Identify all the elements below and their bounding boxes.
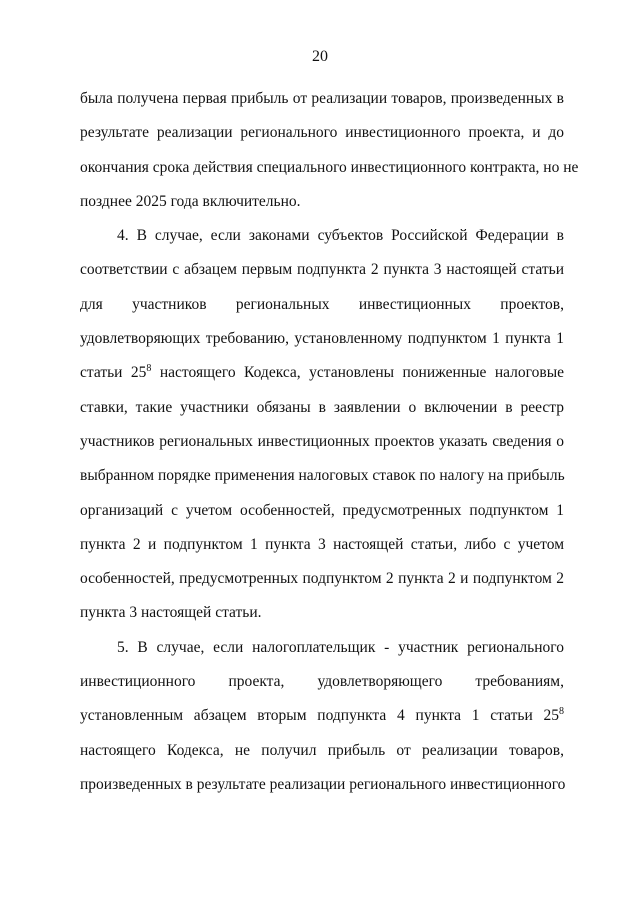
text-line: удовлетворяющих требованию, установленному подпунктом 1 пункта 1 [80, 330, 564, 348]
text-line: инвестиционного проекта, удовлетворяющего требованиям, [80, 673, 564, 691]
document-body [80, 89, 579, 809]
text-line: соответствии с абзацем первым подпункта 2 пункта 3 настоящей статьи [80, 261, 564, 279]
text-line: произведенных в результате реализации регионального инвестиционного [80, 775, 566, 793]
text-line: особенностей, предусмотренных подпунктом 2 пункта 2 и подпунктом 2 [80, 570, 564, 588]
superscript: 8 [146, 363, 152, 375]
text-line-with-superscript [80, 363, 564, 397]
text-line-with-superscript [80, 706, 564, 740]
paragraph-4-first-line: 4. В случае, если законами субъектов Российской Федерации в [117, 227, 564, 245]
text-line: участников региональных инвестиционных проектов указать сведения о [80, 432, 564, 450]
text-line: результате реализации регионального инвестиционного проекта, и до [80, 124, 564, 142]
text-line: позднее 2025 года включительно. [80, 192, 301, 210]
text-line: настоящего Кодекса, не получил прибыль от реализации товаров, [80, 741, 564, 759]
text-line: пункта 2 и подпунктом 1 пункта 3 настоящей статьи, либо с учетом [80, 535, 564, 553]
text-line: окончания срока действия специального инвестиционного контракта, но не [80, 158, 579, 176]
text-line: ставки, такие участники обязаны в заявлении о включении в реестр [80, 398, 564, 416]
page-number: 20 [312, 48, 328, 65]
text-segment: статьи 25 [80, 364, 147, 382]
text-segment: установленным абзацем вторым подпункта 4 пункта 1 статьи 25 [80, 707, 559, 725]
text-line: для участников региональных инвестиционных проектов, [80, 295, 564, 313]
text-segment: настоящего Кодекса, установлены пониженные налоговые [151, 364, 564, 382]
text-line: выбранном порядке применения налоговых ставок по налогу на прибыль [80, 467, 565, 485]
text-line: организаций с учетом особенностей, предусмотренных подпунктом 1 [80, 501, 564, 519]
paragraph-5-first-line: 5. В случае, если налогоплательщик - участник регионального [117, 638, 564, 656]
text-line: была получена первая прибыль от реализации товаров, произведенных в [80, 90, 564, 107]
superscript: 8 [559, 706, 564, 718]
text-line: пункта 3 настоящей статьи. [80, 604, 262, 622]
